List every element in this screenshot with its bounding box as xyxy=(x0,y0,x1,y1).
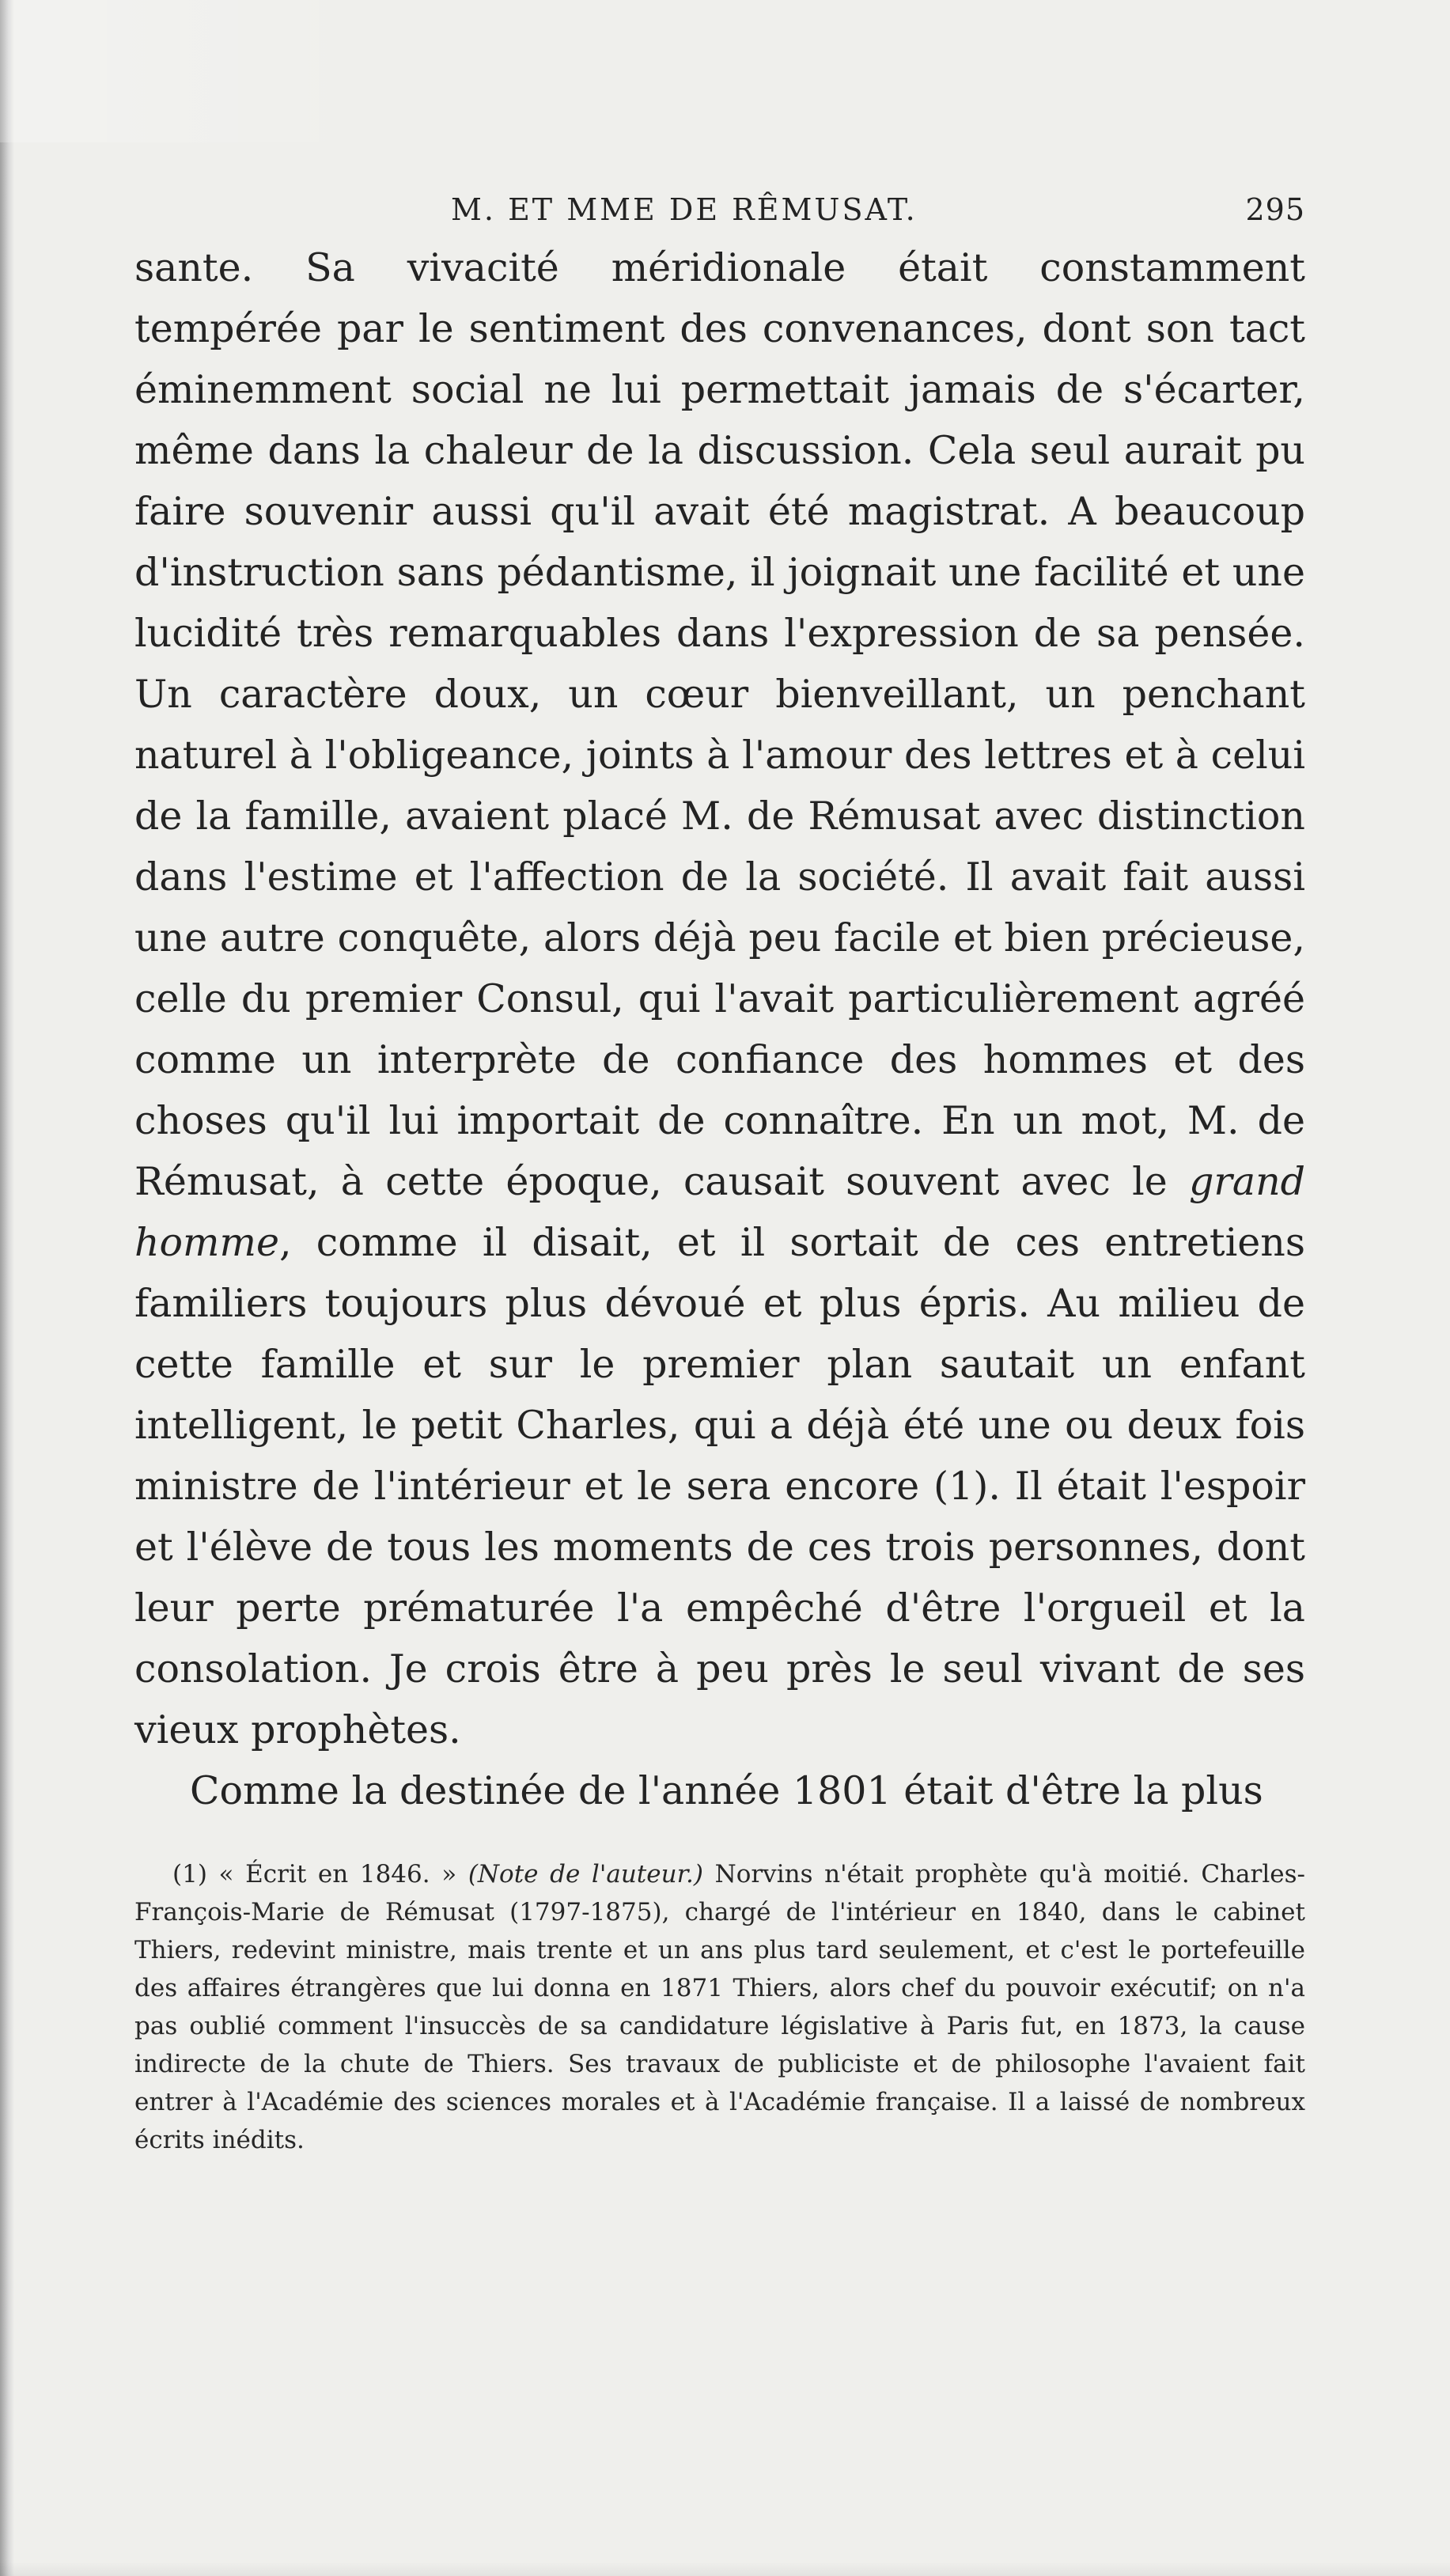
footnote-text xyxy=(134,1855,1305,2159)
page-header xyxy=(134,186,1305,233)
author-note: (Note de l'auteur.) xyxy=(468,1860,703,1888)
running-title: M. ET MME DE RÊMUSAT. xyxy=(451,192,918,227)
italic-phrase: grand homme xyxy=(134,1159,1305,1265)
scan-corner-shading xyxy=(0,0,372,142)
paragraph-text: sante. Sa vivacité méridionale était constamment tempérée par le sentiment des convenances, dont son tact éminemment social ne lui permettait jamais de s'écarter, même dans la chaleur de la discussion. Cela seul aurait pu faire souvenir aussi qu'il avait été magistrat. A beaucoup d'instruction sans pédantisme, il joignait une facilité et une lucidité très remarquables dans l'expression de sa pensée. Un caractère doux, un cœur bienveillant, un penchant naturel à l'obligeance, joints à l'amour des lettres et à celui de la famille, avaient placé M. de Rémusat avec distinction dans l'estime et l'affection de la société. Il avait fait aussi une autre conquête, alors déjà peu facile et bien précieuse, celle du premier Consul, qui l'avait particulièrement agréé comme un interprète de confiance des hommes et des choses qu'il lui importait de connaître. En un mot, M. de Rémusat, à cette époque, causait souvent avec le xyxy=(134,245,1305,1204)
scan-left-edge xyxy=(0,0,14,2576)
footnote-intro: (1) « Écrit en 1846. » xyxy=(172,1860,468,1888)
paragraph-text-continued: , comme il disait, et il sortait de ces entretiens familiers toujours plus dévoué et plus épris. Au milieu de cette famille et sur le premier plan sautait un enfant intelligent, le petit Charles, qui a déjà été une ou deux fois ministre de l'intérieur et le sera encore (1). Il était l'espoir et l'élève de tous les moments de ces trois personnes, dont leur perte prématurée l'a empêché d'être l'orgueil et la consolation. Je crois être à peu près le seul vivant de ses vieux prophètes. xyxy=(134,1220,1305,1752)
footnote xyxy=(134,1855,1305,2159)
main-text xyxy=(134,237,1305,1821)
page-number: 295 xyxy=(1245,192,1305,227)
footnote-body: Norvins n'était prophète qu'à moitié. Charles-François-Marie de Rémusat (1797-1875), chargé de l'intérieur en 1840, dans le cabinet Thiers, redevint ministre, mais trente et un ans plus tard seulement, et c'est le portefeuille des affaires étrangères que lui donna en 1871 Thiers, alors chef du pouvoir exécutif; on n'a pas oublié comment l'insuccès de sa candidature législative à Paris fut, en 1873, la cause indirecte de la chute de Thiers. Ses travaux de publiciste et de philosophe l'avaient fait entrer à l'Académie des sciences morales et à l'Académie française. Il a laissé de nombreux écrits inédits. xyxy=(134,1860,1305,2154)
paragraph: Comme la destinée de l'année 1801 était d'être la plus xyxy=(190,1768,1263,1813)
paragraph xyxy=(134,237,1305,1760)
scan-bottom-shadow xyxy=(0,2562,1450,2576)
